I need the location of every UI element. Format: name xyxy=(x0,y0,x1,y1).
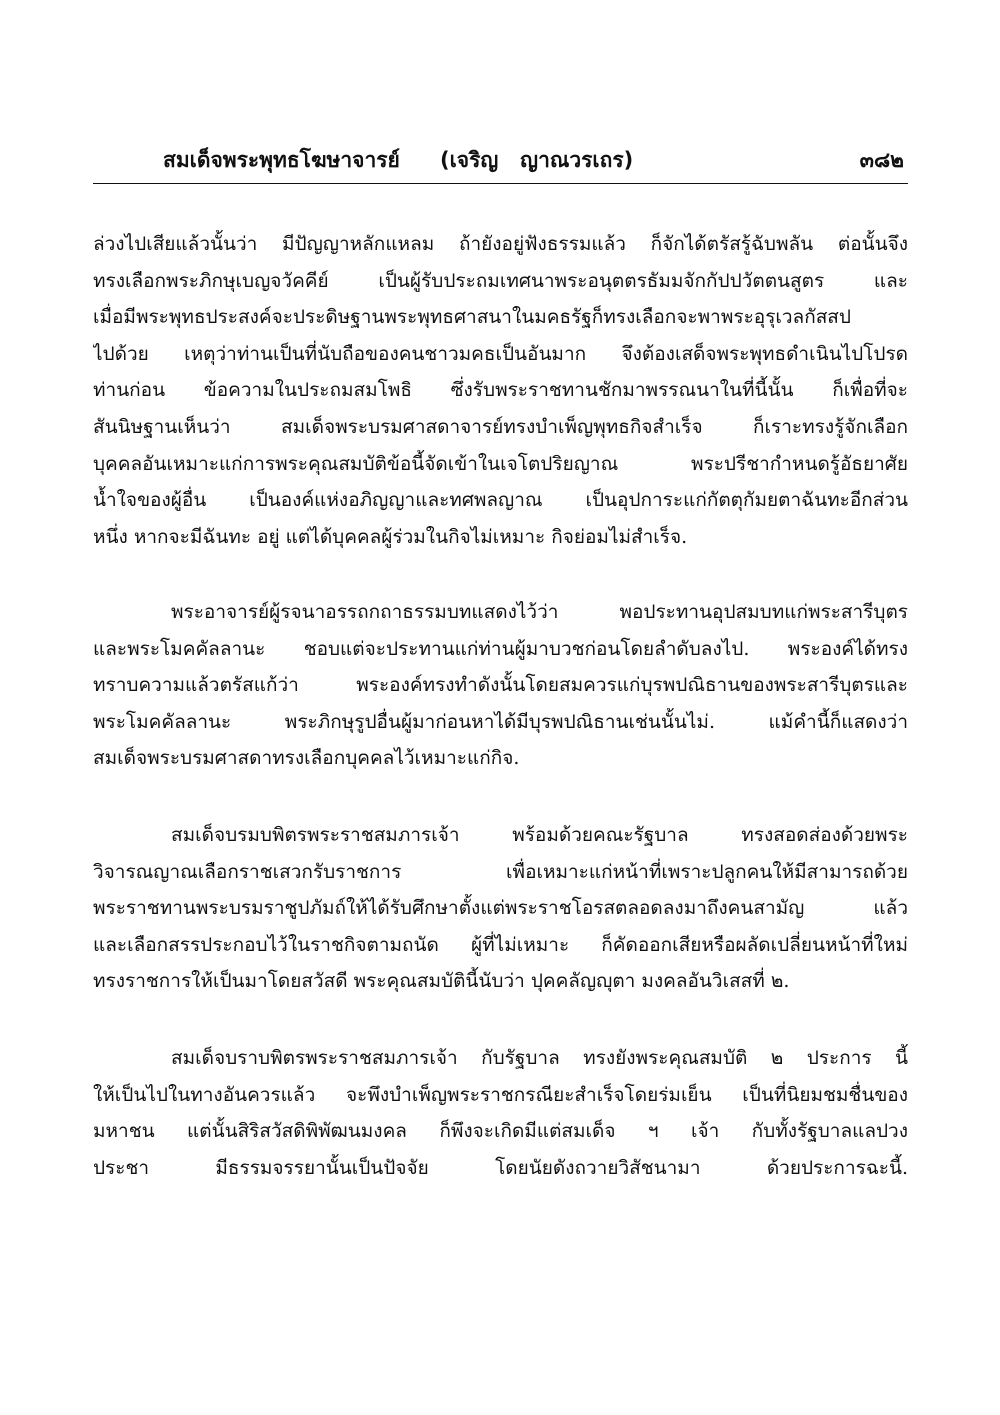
text-line: พระโมคคัลลานะ พระภิกษุรูปอื่นผู้มาก่อนหาได้มีบุรพปณิธานเช่นนั้นไม่. แม้คำนี้ก็แสดงว่า xyxy=(93,710,908,733)
text-line: ท่านก่อน ข้อความในประถมสมโพธิ ซึ่งรับพระราชทานชักมาพรรณนาในที่นี้นั้น ก็เพื่อที่จะ xyxy=(93,379,908,402)
text-line: สมเด็จบราบพิตรพระราชสมภารเจ้า กับรัฐบาล ทรงยังพระคุณสมบัติ ๒ ประการ นี้ xyxy=(171,1047,908,1069)
header-title: สมเด็จพระพุทธโฆษาจารย์ xyxy=(163,148,400,172)
text-line: ทรงราชการให้เป็นมาโดยสวัสดี พระคุณสมบัตินี้นับว่า ปุคคลัญญุตา มงคลอันวิเสสที่ ๒. xyxy=(93,970,790,993)
text-line: ประชา มีธรรมจรรยานั้นเป็นปัจจัย โดยนัยดังถวายวิสัชนามา ด้วยประการฉะนี้. xyxy=(93,1156,908,1179)
text-line: พระราชทานพระบรมราชูปภัมถ์ให้ได้รับศึกษาตั้งแต่พระราชโอรสตลอดลงมาถึงคนสามัญ แล้ว xyxy=(93,897,908,920)
paragraph-4 xyxy=(93,1040,908,1186)
text-line: บุคคลอันเหมาะแก่การพระคุณสมบัติข้อนี้จัดเข้าในเจโตปริยญาณ พระปรีชากำหนดรู้อัธยาศัย xyxy=(93,452,908,475)
paragraph-1 xyxy=(93,226,908,555)
text-line: เมื่อมีพระพุทธประสงค์จะประดิษฐานพระพุทธศาสนาในมคธรัฐก็ทรงเลือกจะพาพระอุรุเวลกัสสป xyxy=(93,306,851,329)
text-line: มหาชน แต่นั้นสิริสวัสดิพิพัฒนมงคล ก็พึงจะเกิดมีแต่สมเด็จ ฯ เจ้า กับทั้งรัฐบาลแลปวง xyxy=(93,1120,908,1143)
page-header xyxy=(93,140,908,184)
text-line: วิจารณญาณเลือกราชเสวกรับราชการ เพื่อเหมาะแก่หน้าที่เพราะปลูกคนให้มีสามารถด้วย xyxy=(93,860,908,883)
text-line: ทรงเลือกพระภิกษุเบญจวัคคีย์ เป็นผู้รับประถมเทศนาพระอนุตตรธัมมจักกัปปวัตตนสูตร และ xyxy=(93,269,908,292)
text-line: สมเด็จพระบรมศาสดาทรงเลือกบุคคลไว้เหมาะแก่กิจ. xyxy=(93,747,520,770)
text-line: พระอาจารย์ผู้รจนาอรรถกถาธรรมบทแสดงไว้ว่า พอประทานอุปสมบทแก่พระสารีบุตร xyxy=(171,601,908,623)
text-line: สันนิษฐานเห็นว่า สมเด็จพระบรมศาสดาจารย์ทรงบำเพ็ญพุทธกิจสำเร็จ ก็เราะทรงรู้จักเลือก xyxy=(93,415,908,438)
paragraph-2 xyxy=(93,594,908,777)
page-number: ๓๘๒ xyxy=(859,148,904,172)
text-line: น้ำใจของผู้อื่น เป็นองค์แห่งอภิญญาและทศพลญาณ เป็นอุปการะแก่กัตตุกัมยตาฉันทะอีกส่วน xyxy=(93,489,908,512)
text-line: หนึ่ง หากจะมีฉันทะ อยู่ แต่ได้บุคคลผู้ร่วมในกิจไม่เหมาะ กิจย่อมไม่สำเร็จ. xyxy=(93,525,688,548)
header-subtitle: (เจริญ ญาณวรเถร) xyxy=(440,148,634,172)
paragraph-3 xyxy=(93,817,908,1000)
text-line: ไปด้วย เหตุว่าท่านเป็นที่นับถือของคนชาวมคธเป็นอันมาก จึงต้องเสด็จพระพุทธดำเนินไปโปรด xyxy=(93,342,908,365)
text-line: และพระโมคคัลลานะ ชอบแต่จะประทานแก่ท่านผู้มาบวชก่อนโดยลำดับลงไป. พระองค์ได้ทรง xyxy=(93,637,908,660)
text-line: ให้เป็นไปในทางอันควรแล้ว จะพึงบำเพ็ญพระราชกรณียะสำเร็จโดยร่มเย็น เป็นที่นิยมชมชื่นของ xyxy=(93,1083,908,1106)
text-line: และเลือกสรรประกอบไว้ในราชกิจตามถนัด ผู้ที่ไม่เหมาะ ก็คัดออกเสียหรือผลัดเปลี่ยนหน้าที่ใหม่ xyxy=(93,933,908,956)
text-line: สมเด็จบรมบพิตรพระราชสมภารเจ้า พร้อมด้วยคณะรัฐบาล ทรงสอดส่องด้วยพระ xyxy=(171,824,908,846)
text-line: ทราบความแล้วตรัสแก้ว่า พระองค์ทรงทำดังนั้นโดยสมควรแก่บุรพปณิธานของพระสารีบุตรและ xyxy=(93,674,908,697)
text-line: ล่วงไปเสียแล้วนั้นว่า มีปัญญาหลักแหลม ถ้ายังอยู่ฟังธรรมแล้ว ก็จักได้ตรัสรู้ฉับพลัน ต่อนั้นจึง xyxy=(93,233,908,255)
